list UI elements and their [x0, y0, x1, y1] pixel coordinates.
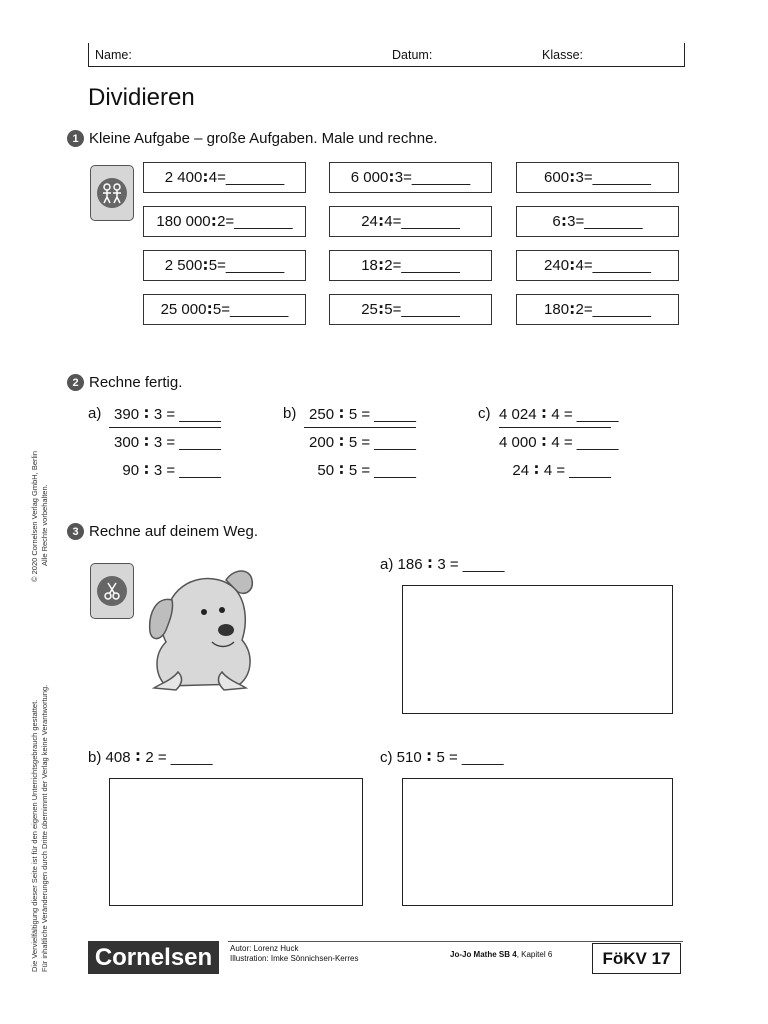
answer-blank[interactable]: _____	[461, 749, 504, 766]
equation-line	[499, 405, 619, 423]
task2-part-label: a)	[88, 405, 102, 422]
divisor: 5	[212, 301, 222, 318]
divide-sign: ∶	[339, 462, 344, 479]
divisor: 3	[153, 462, 163, 479]
equation-box	[516, 206, 679, 237]
task3-part-label: c)	[380, 749, 393, 766]
divisor: 3	[575, 169, 584, 186]
equation-line	[304, 433, 416, 451]
scissors-icon	[90, 563, 134, 619]
answer-blank[interactable]: _____	[576, 434, 619, 451]
equals-sign: =	[563, 434, 573, 451]
equation-box	[329, 250, 492, 281]
dividend: 510	[396, 749, 422, 766]
divide-sign: ∶	[541, 434, 547, 451]
equation-box	[516, 162, 679, 193]
answer-blank[interactable]: _____	[576, 406, 619, 423]
divide-sign: ∶	[339, 434, 344, 451]
dividend: 50	[317, 462, 335, 479]
footer-divider	[228, 941, 683, 942]
footer-chapter: , Kapitel 6	[516, 950, 553, 959]
equals-sign: =	[583, 301, 593, 318]
answer-blank[interactable]: _____	[179, 462, 221, 479]
worksheet-code: FöKV 17	[592, 943, 681, 974]
task2-instruction: Rechne fertig.	[89, 374, 183, 391]
dividend: 2 500	[164, 257, 203, 274]
divide-sign: ∶	[211, 213, 217, 231]
divide-sign: ∶	[570, 169, 575, 187]
equation-line	[109, 433, 221, 451]
equation-line	[499, 461, 611, 479]
task3-equation	[88, 748, 212, 766]
answer-blank[interactable]: _______	[230, 301, 289, 318]
dividend: 250	[309, 406, 335, 423]
divide-sign: ∶	[570, 301, 575, 319]
side-copyright-line2: Alle Rechte vorbehalten.	[40, 484, 49, 566]
equation-line	[304, 405, 416, 423]
cornelsen-logo: Cornelsen	[88, 941, 219, 974]
divide-sign: ∶	[378, 257, 384, 275]
equals-sign: =	[583, 169, 593, 186]
divider-line	[499, 427, 611, 428]
equation-box	[329, 294, 492, 325]
divisor: 5	[208, 257, 218, 274]
divider-line	[109, 427, 221, 428]
dividend: 18	[361, 257, 378, 274]
divide-sign: ∶	[541, 406, 547, 423]
divisor: 4	[551, 406, 560, 423]
divisor: 3	[394, 169, 404, 186]
equation-line	[304, 461, 416, 479]
dividend: 200	[309, 434, 335, 451]
dividend: 240	[544, 257, 570, 274]
task3-part-label: a)	[380, 556, 394, 573]
answer-blank[interactable]: _____	[179, 434, 221, 451]
divide-sign: ∶	[378, 301, 384, 319]
divisor: 3	[567, 213, 576, 230]
date-label: Datum:	[392, 48, 433, 62]
divide-sign: ∶	[534, 462, 539, 479]
footer-illustration: Illustration: Imke Sönnichsen-Kerres	[230, 954, 359, 963]
divisor: 2	[145, 749, 154, 766]
equals-sign: =	[563, 406, 573, 423]
task-number-badge: 1	[67, 130, 84, 147]
footer-credits	[230, 944, 359, 964]
divide-sign: ∶	[561, 213, 567, 231]
dividend: 90	[122, 462, 140, 479]
dividend: 6 000	[350, 169, 389, 186]
divide-sign: ∶	[207, 301, 212, 319]
answer-blank[interactable]: _______	[592, 301, 651, 318]
task-number-badge: 2	[67, 374, 84, 391]
dividend: 180	[544, 301, 570, 318]
equals-sign: =	[448, 749, 458, 766]
task3-heading	[67, 523, 258, 540]
work-box-c[interactable]	[402, 778, 673, 906]
divide-sign: ∶	[144, 434, 149, 451]
divide-sign: ∶	[426, 749, 432, 766]
equals-sign: =	[217, 257, 226, 274]
equals-sign: =	[575, 213, 585, 230]
divisor: 5	[348, 406, 358, 423]
equals-sign: =	[392, 257, 402, 274]
side-copyright-line1: © 2020 Cornelsen Verlag GmbH, Berlin	[30, 450, 39, 582]
footer-book: Jo-Jo Mathe SB 4	[450, 950, 517, 959]
side-notice-line1: Die Vervielfältigung dieser Seite ist für den eigenen Unterrichtsgebrauch gestattet.	[30, 699, 39, 972]
answer-blank[interactable]: _____	[374, 406, 416, 423]
footer-author: Autor: Lorenz Huck	[230, 944, 299, 953]
divide-sign: ∶	[378, 213, 384, 231]
answer-blank[interactable]: _____	[179, 406, 221, 423]
equals-sign: =	[166, 406, 176, 423]
divide-sign: ∶	[427, 556, 433, 573]
equals-sign: =	[361, 406, 371, 423]
side-copyright	[30, 451, 50, 582]
equals-sign: =	[449, 556, 459, 573]
divisor: 2	[217, 213, 226, 230]
divide-sign: ∶	[144, 406, 149, 423]
answer-blank[interactable]: _____	[462, 556, 505, 573]
divide-sign: ∶	[144, 462, 149, 479]
divisor: 5	[348, 462, 358, 479]
divisor: 4	[208, 169, 218, 186]
equals-sign: =	[166, 462, 176, 479]
task1-heading	[67, 130, 438, 147]
task2-part-label: b)	[283, 405, 297, 422]
equals-sign: =	[392, 213, 402, 230]
divisor: 5	[384, 301, 393, 318]
answer-blank[interactable]: _______	[234, 213, 293, 230]
divide-sign: ∶	[339, 406, 344, 423]
divisor: 3	[437, 556, 446, 573]
answer-blank[interactable]: _______	[584, 213, 643, 230]
divisor: 2	[384, 257, 393, 274]
task3-instruction: Rechne auf deinem Weg.	[89, 523, 258, 540]
partner-work-icon	[90, 165, 134, 221]
dividend: 390	[114, 406, 140, 423]
divisor: 3	[153, 406, 163, 423]
answer-blank[interactable]: _______	[401, 213, 460, 230]
dividend: 25	[361, 301, 378, 318]
divisor: 2	[575, 301, 584, 318]
divide-sign: ∶	[570, 257, 575, 275]
equals-sign: =	[403, 169, 412, 186]
divisor: 4	[551, 434, 560, 451]
answer-blank[interactable]: _______	[225, 257, 285, 274]
equals-sign: =	[361, 462, 371, 479]
equals-sign: =	[157, 749, 167, 766]
dividend: 4 000	[499, 434, 537, 451]
answer-blank[interactable]: _______	[401, 257, 460, 274]
dividend: 180 000	[156, 213, 211, 230]
footer-book-ref	[450, 950, 552, 960]
divisor: 4	[384, 213, 393, 230]
side-notice	[30, 685, 50, 972]
header-bar	[88, 43, 685, 67]
divider-line	[304, 427, 416, 428]
divisor: 4	[575, 257, 584, 274]
equals-sign: =	[217, 169, 226, 186]
divide-sign: ∶	[135, 749, 141, 766]
answer-blank[interactable]: _______	[225, 169, 285, 186]
dividend: 408	[105, 749, 131, 766]
page-title: Dividieren	[88, 84, 195, 111]
dividend: 24	[361, 213, 378, 230]
answer-blank[interactable]: _____	[374, 462, 416, 479]
answer-blank[interactable]: _______	[411, 169, 471, 186]
equation-box	[329, 162, 492, 193]
task1-instruction: Kleine Aufgabe – große Aufgaben. Male und rechne.	[89, 130, 438, 147]
task-number-badge: 3	[67, 523, 84, 540]
divide-sign: ∶	[203, 257, 208, 275]
task3-equation	[380, 748, 504, 766]
equation-box	[143, 206, 306, 237]
equation-line	[499, 433, 619, 451]
answer-blank[interactable]: _____	[374, 434, 416, 451]
dividend: 186	[397, 556, 423, 573]
equals-sign: =	[221, 301, 230, 318]
task2-heading	[67, 374, 182, 391]
dividend: 4 024	[499, 406, 537, 423]
equation-line	[109, 461, 221, 479]
divide-sign: ∶	[389, 169, 394, 187]
dividend: 25 000	[160, 301, 207, 318]
answer-blank[interactable]: _____	[170, 749, 213, 766]
task2-part-label: c)	[478, 405, 491, 422]
dividend: 2 400	[164, 169, 203, 186]
dividend: 600	[544, 169, 570, 186]
equals-sign: =	[166, 434, 176, 451]
equals-sign: =	[392, 301, 402, 318]
answer-blank[interactable]: _______	[401, 301, 460, 318]
divisor: 3	[153, 434, 163, 451]
equation-box	[516, 294, 679, 325]
dividend: 24	[512, 462, 530, 479]
dividend: 6	[552, 213, 561, 230]
equals-sign: =	[583, 257, 593, 274]
equation-box	[516, 250, 679, 281]
equation-box	[143, 294, 306, 325]
dividend: 300	[114, 434, 140, 451]
equation-box	[329, 206, 492, 237]
answer-blank[interactable]: _____	[569, 462, 611, 479]
equals-sign: =	[556, 462, 566, 479]
divisor: 4	[543, 462, 553, 479]
answer-blank[interactable]: _______	[592, 169, 651, 186]
class-label: Klasse:	[542, 48, 583, 62]
divide-sign: ∶	[203, 169, 208, 187]
divisor: 5	[436, 749, 445, 766]
equation-box	[143, 162, 306, 193]
equals-sign: =	[225, 213, 235, 230]
equation-line	[109, 405, 221, 423]
divisor: 5	[348, 434, 358, 451]
side-notice-line2: Für inhaltliche Veränderungen durch Dritte übernimmt der Verlag keine Verantwortung.	[40, 684, 49, 972]
answer-blank[interactable]: _______	[592, 257, 651, 274]
task3-part-label: b)	[88, 749, 102, 766]
equals-sign: =	[361, 434, 371, 451]
work-box-a[interactable]	[402, 585, 673, 714]
name-label: Name:	[95, 48, 132, 62]
task3-equation	[380, 555, 504, 573]
dog-illustration	[142, 562, 258, 694]
equation-box	[143, 250, 306, 281]
work-box-b[interactable]	[109, 778, 363, 906]
